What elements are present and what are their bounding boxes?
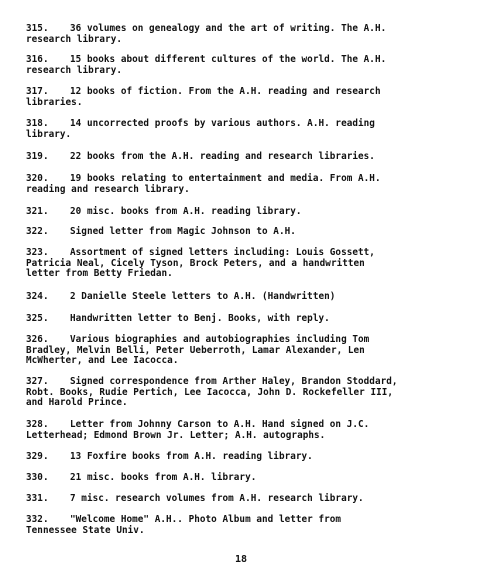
entry-327 [26,377,454,409]
entry-text: McWherter, and Lee Iacocca. [26,355,179,366]
entry-text: 2 Danielle Steele letters to A.H. (Handwritten) [70,291,336,302]
entry-text: 21 misc. books from A.H. library. [70,472,257,483]
entry-text: Tennessee State Univ. [26,524,145,536]
entry-text: 12 books of fiction. From the A.H. reading and research [70,86,381,97]
entry-text: 36 volumes on genealogy and the art of writing. The A.H. [70,23,387,34]
entry-text: reading and research library. [26,183,190,195]
entry-number: 329. [26,451,49,462]
entry-328 [26,420,454,441]
entry-326 [26,335,454,367]
entry-number: 323. [26,247,49,258]
entry-number: 326. [26,334,49,345]
entry-316 [26,55,454,76]
entry-text: research library. [26,64,123,76]
entry-321 [26,207,454,218]
entry-324 [26,292,454,303]
entry-number: 315. [26,23,49,34]
entry-number: 319. [26,151,49,162]
entry-332 [26,515,454,536]
entry-number: 322. [26,226,49,237]
entry-text: 14 uncorrected proofs by various authors. A.H. reading [70,118,375,129]
entry-319 [26,152,454,163]
entry-number: 316. [26,54,49,65]
entry-320 [26,174,454,195]
entry-329 [26,452,454,463]
entry-number: 320. [26,173,49,184]
entry-number: 318. [26,118,49,129]
entry-number: 317. [26,86,49,97]
entry-331 [26,494,454,505]
entry-text: 19 books relating to entertainment and media. From A.H. [70,173,381,184]
entry-number: 325. [26,313,49,324]
entry-text: "Welcome Home" A.H.. Photo Album and letter from [70,514,342,525]
entry-number: 330. [26,472,49,483]
entry-number: 332. [26,514,49,525]
entry-text: research library. [26,33,123,45]
entry-text: Letterhead; Edmond Brown Jr. Letter; A.H. autographs. [26,429,326,441]
entry-text: 13 Foxfire books from A.H. reading library. [70,451,313,462]
entry-text: Patricia Neal, Cicely Tyson, Brock Peters, and a handwritten [26,257,365,269]
entry-text: 7 misc. research volumes from A.H. research library. [70,493,364,504]
entry-number: 321. [26,206,49,217]
entry-325 [26,314,454,325]
entry-330 [26,473,454,484]
entry-text: Robt. Books, Rudie Pertich, Lee Iacocca, John D. Rockefeller III, [26,386,394,398]
entry-number: 328. [26,419,49,430]
page-number: 18 [234,554,248,565]
entry-number: 324. [26,291,49,302]
entry-text: Assortment of signed letters including: Louis Gossett, [70,247,375,258]
entry-318 [26,119,454,140]
entry-text: 15 books about different cultures of the world. The A.H. [70,54,387,65]
entry-number: 327. [26,376,49,387]
entry-323 [26,248,454,280]
entry-text: libraries. [26,96,83,108]
entry-text: library. [26,128,72,140]
entry-315 [26,24,454,45]
entry-number: 331. [26,493,49,504]
entry-text: Signed correspondence from Arther Haley, Brandon Stoddard, [70,376,398,387]
entry-text: 22 books from the A.H. reading and research libraries. [70,151,375,162]
entry-text: and Harold Prince. [26,397,128,408]
entry-text: Signed letter from Magic Johnson to A.H. [70,226,296,237]
entry-text: Bradley, Melvin Belli, Peter Ueberroth, Lamar Alexander, Len [26,344,365,356]
entry-text: Various biographies and autobiographies including Tom [70,334,370,345]
entry-text: 20 misc. books from A.H. reading library. [70,206,302,217]
entry-text: Handwritten letter to Benj. Books, with reply. [70,313,330,324]
entry-317 [26,87,454,108]
entry-text: letter from Betty Friedan. [26,268,173,279]
entry-text: Letter from Johnny Carson to A.H. Hand signed on J.C. [70,419,370,430]
entry-322 [26,227,454,238]
